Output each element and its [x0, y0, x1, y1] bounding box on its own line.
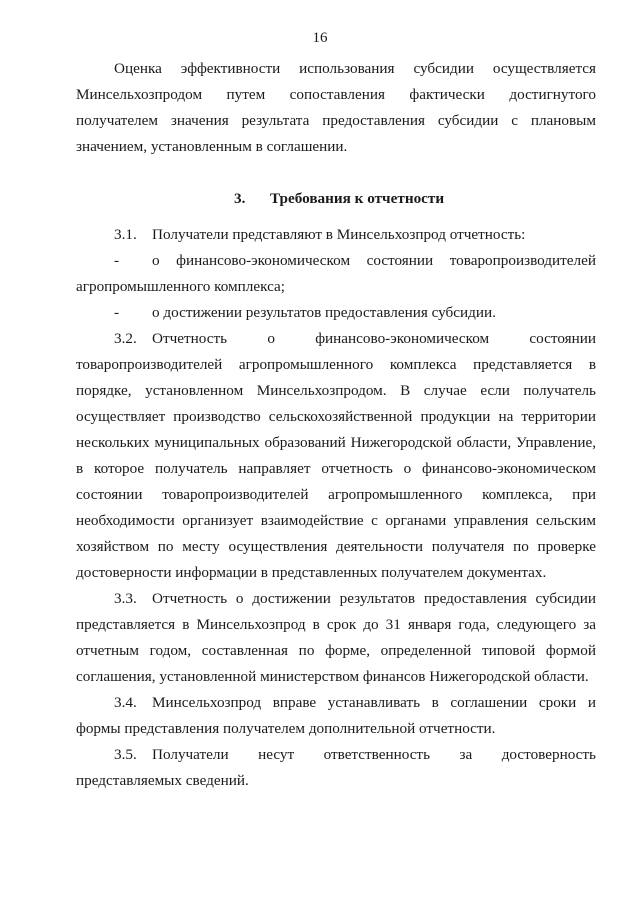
- paragraph-number: 3.3.: [114, 590, 137, 607]
- text-line: формы представления получателем дополнительной отчетности.: [76, 720, 496, 737]
- text-line: получателем значения результата предоставления субсидии с плановым: [76, 112, 596, 129]
- text-line: представляется в Минсельхозпрод в срок до 31 января года, следующего за: [76, 616, 596, 633]
- paragraph-number: 3.4.: [114, 694, 137, 711]
- document-body: [76, 56, 596, 794]
- list-item-text: о финансово-экономическом состоянии товаропроизводителей: [152, 252, 596, 269]
- text-line: агропромышленного комплекса;: [76, 278, 285, 295]
- paragraph-first-line: [76, 742, 596, 768]
- paragraph-text: Отчетность о достижении результатов предоставления субсидии: [152, 590, 596, 607]
- text-line: значением, установленным в соглашении.: [76, 138, 348, 155]
- paragraph-text: Отчетность о финансово-экономическом состоянии: [152, 330, 596, 347]
- text-line: нескольких муниципальных образований Нижегородской области, Управление,: [76, 434, 596, 451]
- text-line: хозяйством по месту осуществления деятельности получателя по проверке: [76, 538, 596, 555]
- list-dash: -: [114, 252, 120, 269]
- page-number: 16: [312, 30, 328, 46]
- list-dash: -: [114, 304, 120, 321]
- list-item: [76, 300, 596, 326]
- intro-paragraph: [76, 56, 596, 160]
- paragraph-3-4: [76, 690, 596, 742]
- paragraph-first-line: [76, 222, 596, 248]
- text-line: осуществляет производство сельскохозяйственной продукции на территории: [76, 408, 596, 425]
- paragraph-first-line: [76, 690, 596, 716]
- text-line: порядке, установленном Минсельхозпродом. В случае если получатель: [76, 382, 596, 399]
- paragraph-number: 3.5.: [114, 746, 137, 763]
- paragraph-text: Получатели несут ответственность за достоверность: [152, 746, 596, 763]
- section-title: Требования к отчетности: [270, 190, 445, 207]
- text-line: необходимости организует взаимодействие с органами управления сельским: [76, 512, 596, 529]
- list-item-text: о достижении результатов предоставления субсидии.: [152, 304, 496, 321]
- paragraph-text: Минсельхозпрод вправе устанавливать в соглашении сроки и: [152, 694, 596, 711]
- text-line: отчетным годом, составленная по форме, определенной типовой формой: [76, 642, 596, 659]
- text-line: Оценка эффективности использования субсидии осуществляется: [114, 60, 596, 77]
- paragraph-3-3: [76, 586, 596, 690]
- paragraph-text: Получатели представляют в Минсельхозпрод отчетность:: [152, 226, 526, 243]
- section-number: 3.: [234, 190, 246, 207]
- paragraph-first-line: [76, 326, 596, 352]
- text-line: достоверности информации в представленных получателем документах.: [76, 564, 547, 581]
- paragraph-first-line: [76, 586, 596, 612]
- text-line: товаропроизводителей агропромышленного комплекса представляется в: [76, 356, 596, 373]
- text-line: представляемых сведений.: [76, 772, 249, 789]
- section-heading: [76, 186, 596, 212]
- paragraph-3-5: [76, 742, 596, 794]
- text-line: в которое получатель направляет отчетность о финансово-экономическом: [76, 460, 596, 477]
- paragraph-3-2: [76, 326, 596, 586]
- text-line: состоянии товаропроизводителей агропромышленного комплекса, при: [76, 486, 596, 503]
- paragraph-number: 3.2.: [114, 330, 137, 347]
- text-line: Минсельхозпродом путем сопоставления фактически достигнутого: [76, 86, 596, 103]
- list-item: [76, 248, 596, 274]
- paragraph-3-1: [76, 222, 596, 326]
- text-line: соглашения, установленной министерством финансов Нижегородской области.: [76, 668, 589, 685]
- paragraph-number: 3.1.: [114, 226, 137, 243]
